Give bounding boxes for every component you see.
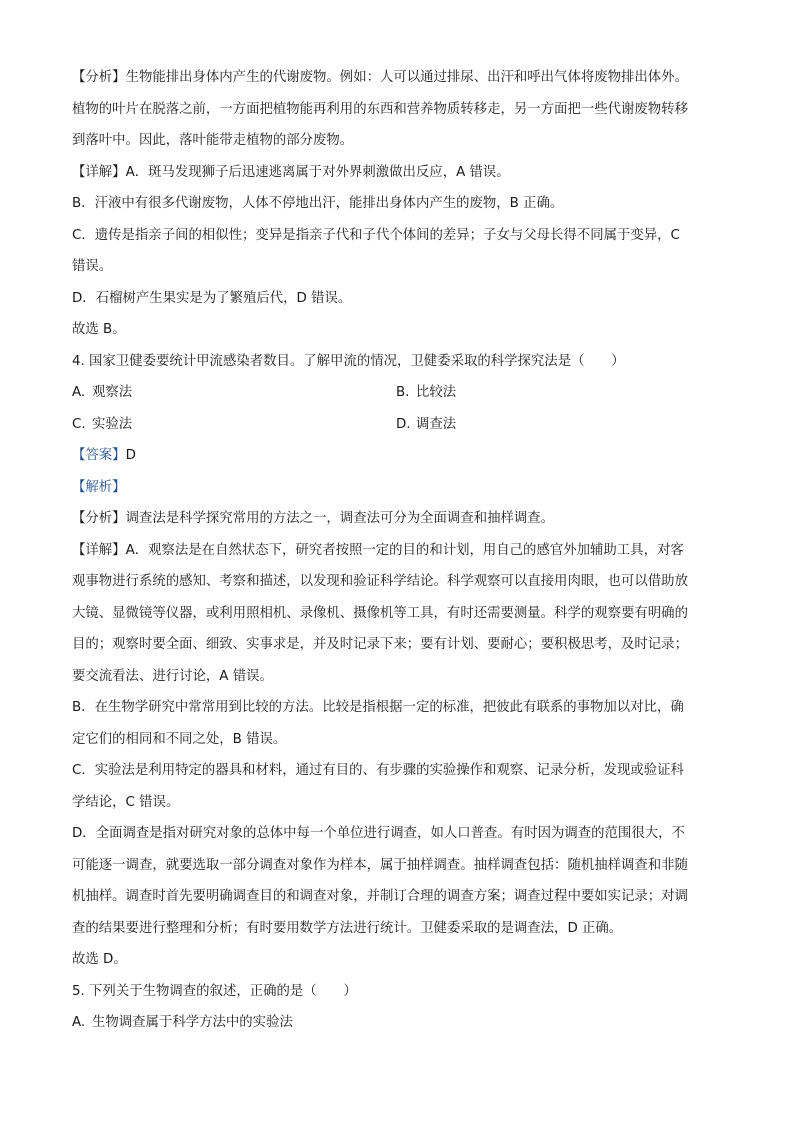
q3-explanation-line (72, 125, 722, 157)
line-text: 机抽样。调查时首先要明确调查目的和调查对象，并制订合理的调查方案；调查过程中要如实记录；对调 (72, 889, 688, 904)
q4-answer: 【答案】D (72, 448, 136, 463)
q3-explanation-line (72, 94, 722, 126)
q4-explanation-line (72, 661, 722, 693)
q4-explanation-line (72, 535, 722, 567)
q3-explanation-line (72, 157, 722, 189)
line-text: 调查法是科学探究常用的方法之一，调查法可分为全面调查和抽样调查。 (125, 511, 555, 526)
q4-explanation-line (72, 787, 722, 819)
q4-explanation-line (72, 850, 722, 882)
q3-explanation-line (72, 283, 722, 315)
line-text: 生物能排出身体内产生的代谢废物。例如：人可以通过排尿、出汗和呼出气体将废物排出体外。 (125, 70, 688, 85)
q3-explanation-line (72, 314, 722, 346)
q4-option-d: D. 调查法 (396, 416, 457, 432)
q4-explanation (72, 503, 722, 976)
q4-options-row-2 (72, 409, 722, 441)
q4-explanation-line (72, 724, 722, 756)
line-text: 观事物进行系统的感知、考察和描述，以发现和验证科学结论。科学观察可以直接用肉眼，也可以借助放 (72, 574, 688, 589)
line-text: 大镜、显微镜等仪器，或利用照相机、录像机、摄像机等工具，有时还需要测量。科学的观察要有明确的 (72, 605, 688, 621)
line-text: 错误。 (72, 259, 113, 274)
line-text: C．遗传是指亲子间的相似性；变异是指亲子代和子代个体间的差异；子女与父母长得不同属于变异，C (72, 227, 680, 243)
q3-explanation-line (72, 251, 722, 283)
line-text: C．实验法是利用特定的器具和材料，通过有目的、有步骤的实验操作和观察、记录分析，发现或验证科 (72, 763, 684, 778)
line-text: 故选 B。 (72, 322, 126, 337)
line-text: A．斑马发现狮子后迅速逃离属于对外界刺激做出反应，A 错误。 (125, 164, 510, 180)
line-text: D．石榴树产生果实是为了繁殖后代，D 错误。 (72, 290, 352, 306)
q5-option-a: A. 生物调查属于科学方法中的实验法 (72, 1015, 293, 1030)
line-text: B．在生物学研究中常常用到比较的方法。比较是指根据一定的标准，把彼此有联系的事物加以对比，确 (72, 700, 684, 715)
q4-explanation-line (72, 503, 722, 535)
q4-option-a: A. 观察法 (72, 385, 133, 400)
q4-option-b: B. 比较法 (396, 385, 457, 400)
line-text: B．汗液中有很多代谢废物，人体不停地出汗，能排出身体内产生的废物，B 正确。 (72, 196, 564, 211)
q5-stem: 5. 下列关于生物调查的叙述，正确的是（ ） (72, 983, 357, 999)
q4-explanation-line (72, 598, 722, 630)
q4-explanation-line (72, 566, 722, 598)
section-tag: 【详解】 (72, 542, 126, 558)
q3-explanation (72, 62, 722, 346)
section-tag: 【详解】 (72, 164, 126, 180)
line-text: 定它们的相同和不同之处，B 错误。 (72, 731, 287, 747)
q4-explanation-line (72, 629, 722, 661)
q4-stem: 4. 国家卫健委要统计甲流感染者数目。了解甲流的情况，卫健委采取的科学探究法是（ ） (72, 353, 625, 369)
line-text: A．观察法是在自然状态下，研究者按照一定的目的和计划，用自己的感官外加辅助工具，对客 (125, 542, 684, 558)
line-text: 目的；观察时要全面、细致、实事求是，并及时记录下来；要有计划、要耐心；要积极思考，及时记录； (72, 637, 688, 652)
q4-options-row-1 (72, 377, 722, 409)
line-text: 可能逐一调查，就要选取一部分调查对象作为样本，属于抽样调查。抽样调查包括：随机抽样调查和非随 (72, 857, 688, 873)
section-tag: 【分析】 (72, 70, 126, 85)
line-text: 故选 D。 (72, 952, 127, 967)
section-tag: 【分析】 (72, 511, 126, 526)
line-text: D．全面调查是指对研究对象的总体中每一个单位进行调查，如人口普查。有时因为调查的范围很大，不 (72, 826, 685, 841)
q4-analysis-heading: 【解析】 (72, 479, 126, 495)
q4-explanation-line (72, 881, 722, 913)
line-text: 要交流看法、进行讨论，A 错误。 (72, 668, 273, 684)
q4-option-c: C. 实验法 (72, 416, 133, 432)
q4-explanation-line (72, 913, 722, 945)
q3-explanation-line (72, 188, 722, 220)
line-text: 到落叶中。因此，落叶能带走植物的部分废物。 (72, 133, 354, 148)
q4-explanation-line (72, 755, 722, 787)
q3-explanation-line (72, 62, 722, 94)
line-text: 查的结果要进行整理和分析；有时要用数学方法进行统计。卫健委采取的是调查法，D 正确。 (72, 920, 623, 936)
q3-explanation-line (72, 220, 722, 252)
q4-explanation-line (72, 944, 722, 976)
q4-explanation-line (72, 692, 722, 724)
line-text: 植物的叶片在脱落之前，一方面把植物能再利用的东西和营养物质转移走，另一方面把一些代谢废物转移 (72, 101, 688, 117)
q4-explanation-line (72, 818, 722, 850)
line-text: 学结论，C 错误。 (72, 794, 180, 810)
